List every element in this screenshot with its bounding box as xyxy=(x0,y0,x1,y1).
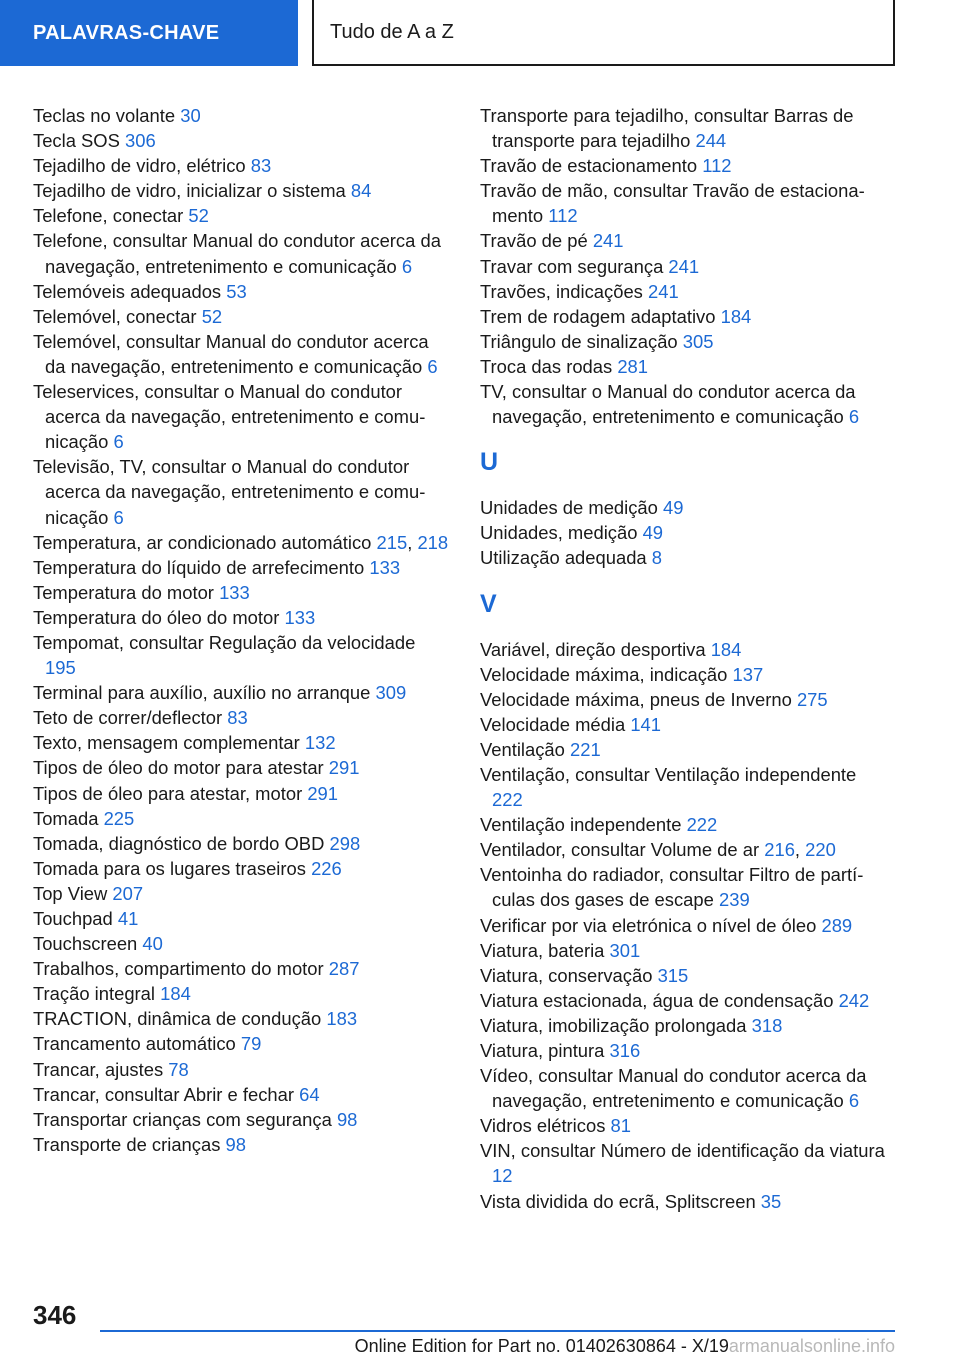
page-link[interactable]: 83 xyxy=(250,155,272,177)
index-entry-label: Tomada xyxy=(33,807,99,829)
section-title: Tudo de A a Z xyxy=(312,0,895,66)
edition-text: Online Edition for Part no. 01402630864 - X/19 xyxy=(354,1336,729,1356)
index-entry-label: Viatura estacionada, água de condensação xyxy=(480,989,834,1011)
page-link[interactable]: 241 xyxy=(668,255,700,277)
index-entry xyxy=(480,762,890,812)
page-link[interactable]: 305 xyxy=(682,330,714,352)
index-entry xyxy=(480,254,890,279)
page-link[interactable]: 8 xyxy=(651,547,663,569)
index-entry-label: Ventilação independente xyxy=(480,814,682,836)
index-entry-label: Transporte de crianças xyxy=(33,1133,221,1155)
index-entry xyxy=(33,454,451,529)
index-entry xyxy=(480,329,890,354)
index-entry xyxy=(33,304,451,329)
index-entry-label: Utilização adequada xyxy=(480,547,647,569)
page-link[interactable]: 83 xyxy=(227,707,248,729)
index-entry xyxy=(480,637,890,662)
index-entry xyxy=(33,680,451,705)
index-entry-label: Transporte para tejadilho, consultar Barras de transporte para tejadilho xyxy=(480,105,854,152)
page-link[interactable]: 298 xyxy=(329,832,361,854)
page-link[interactable]: 287 xyxy=(328,958,360,980)
index-entry xyxy=(33,881,451,906)
index-entry xyxy=(33,1082,451,1107)
page-link[interactable]: 315 xyxy=(657,964,689,986)
index-entry xyxy=(33,856,451,881)
page-link[interactable]: 218 xyxy=(417,531,449,553)
page-link[interactable]: 226 xyxy=(311,857,342,879)
index-entry xyxy=(480,379,890,429)
index-entry-label: Touchscreen xyxy=(33,933,138,955)
index-group-u xyxy=(480,495,890,570)
page-link[interactable]: 183 xyxy=(326,1008,358,1030)
index-entry xyxy=(33,956,451,981)
index-entry xyxy=(33,279,451,304)
index-entry xyxy=(33,203,451,228)
page-link[interactable]: 316 xyxy=(609,1040,641,1061)
page-link[interactable]: 289 xyxy=(821,914,853,936)
index-entry-label: Travão de pé xyxy=(480,230,588,252)
index-entry: Ventilador, consultar Volume de ar 216, 220 xyxy=(480,839,836,861)
page-link[interactable]: 133 xyxy=(284,606,316,628)
index-entry-label: Trancamento automático xyxy=(33,1033,236,1055)
page-link[interactable]: 184 xyxy=(160,983,191,1005)
index-entry-label: Tipos de óleo do motor para atestar xyxy=(33,757,324,779)
page-link[interactable]: 137 xyxy=(732,663,764,685)
index-entry-label: Terminal para auxílio, auxílio no arranque xyxy=(33,682,371,704)
page-link[interactable]: 98 xyxy=(225,1133,246,1155)
index-entry-label: Viatura, pintura xyxy=(480,1040,605,1061)
index-entry xyxy=(480,1063,890,1113)
page-link[interactable]: 281 xyxy=(617,355,649,377)
index-entry-label: Transportar crianças com segurança xyxy=(33,1108,332,1130)
page-link[interactable]: 207 xyxy=(112,882,144,904)
index-entry-label: Temperatura do motor xyxy=(33,581,214,603)
page-link[interactable]: 239 xyxy=(718,889,750,911)
index-entry xyxy=(33,1057,451,1082)
index-entry-label: Teleservices, consultar o Manual do condutor acerca da navegação, entretenimento e comunicação xyxy=(33,381,426,453)
index-entry-label: Unidades de medição xyxy=(480,497,658,519)
index-entry-label: Ventilação, consultar Ventilação independente xyxy=(480,763,857,785)
page-link[interactable]: 112 xyxy=(702,155,732,177)
index-entry-label: Touchpad xyxy=(33,908,113,929)
index-entry xyxy=(33,781,451,806)
index-entry-label: Travar com segurança xyxy=(480,255,664,277)
index-letter-v: V xyxy=(480,589,497,618)
index-entry-label: Viatura, imobilização prolongada xyxy=(480,1014,747,1036)
index-entry xyxy=(480,178,890,228)
page-link[interactable]: 35 xyxy=(760,1190,782,1212)
page-link[interactable]: 225 xyxy=(103,807,135,829)
page-link[interactable]: 309 xyxy=(375,682,407,704)
index-entry-label: Top View xyxy=(33,882,108,904)
footer-edition xyxy=(270,1336,895,1357)
index-entry-label: Trabalhos, compartimento do motor xyxy=(33,958,324,980)
index-entry xyxy=(480,228,890,253)
index-entry-label: Velocidade máxima, indicação xyxy=(480,663,728,685)
index-entry xyxy=(480,354,890,379)
page-link[interactable]: 84 xyxy=(350,180,372,202)
index-entry-label: Vidros elétricos xyxy=(480,1115,606,1137)
index-entry xyxy=(33,981,451,1006)
index-entry xyxy=(480,495,890,520)
index-entry xyxy=(480,153,890,178)
index-entry xyxy=(33,755,451,780)
index-entry-label: Trem de rodagem adaptativo xyxy=(480,305,716,327)
index-entry xyxy=(33,806,451,831)
page-link[interactable]: 53 xyxy=(226,280,247,302)
index-entry-label: Telefone, conectar xyxy=(33,205,184,227)
page-link[interactable]: 301 xyxy=(609,939,641,961)
index-entry-label: Viatura, bateria xyxy=(480,939,605,961)
index-entry xyxy=(33,128,451,153)
page-link[interactable]: 12 xyxy=(492,1165,513,1187)
index-entry xyxy=(33,630,451,680)
page-link[interactable]: 222 xyxy=(686,814,718,836)
page-link[interactable]: 221 xyxy=(570,738,601,760)
page-link[interactable]: 112 xyxy=(548,205,578,227)
page-link[interactable]: 98 xyxy=(336,1108,358,1130)
index-entry xyxy=(33,705,451,730)
index-entry xyxy=(480,812,890,837)
index-entry xyxy=(480,963,890,988)
index-entry-label: Viatura, conservação xyxy=(480,964,653,986)
index-entry xyxy=(33,831,451,856)
index-entry-label: Temperatura, ar condicionado automático xyxy=(33,531,372,553)
index-entry-label: Temperatura do líquido de arrefecimento xyxy=(33,556,365,578)
index-entry xyxy=(33,178,451,203)
index-entry xyxy=(33,730,451,755)
page-link[interactable]: 6 xyxy=(401,255,413,277)
page-link[interactable]: 40 xyxy=(142,933,163,955)
index-entry xyxy=(33,1132,451,1157)
index-entry xyxy=(480,862,890,912)
index-entry-label: Tipos de óleo para atestar, motor xyxy=(33,782,303,804)
index-entry xyxy=(33,228,451,278)
index-group-t xyxy=(480,103,890,429)
index-entry-label: Troca das rodas xyxy=(480,355,613,377)
index-entry-label: Unidades, medição xyxy=(480,522,638,544)
page-link[interactable]: 52 xyxy=(201,305,223,327)
index-entry-label: Verificar por via eletrónica o nível de óleo xyxy=(480,914,817,936)
index-entry-label: Telemóvel, conectar xyxy=(33,305,197,327)
index-entry xyxy=(33,1107,451,1132)
page-link[interactable]: 222 xyxy=(492,789,523,811)
page-link[interactable]: 306 xyxy=(125,130,156,152)
page-header xyxy=(0,0,960,66)
index-entry-label: Tejadilho de vidro, inicializar o sistema xyxy=(33,180,346,202)
index-entry-label: Ventilação xyxy=(480,738,565,760)
index-entry xyxy=(480,687,890,712)
page-link[interactable]: 215 xyxy=(376,531,408,553)
index-entry-label: Telefone, consultar Manual do condutor acerca da navegação, entretenimento e comunicação xyxy=(33,230,441,277)
index-entry-label: Texto, mensagem complementar xyxy=(33,732,300,754)
page-link[interactable]: 244 xyxy=(695,130,727,152)
page-link[interactable]: 49 xyxy=(663,497,684,519)
page-link[interactable]: 6 xyxy=(427,355,438,377)
index-entry xyxy=(480,1013,890,1038)
index-entry-label: Tração integral xyxy=(33,983,155,1005)
index-entry xyxy=(33,1006,451,1031)
page-link[interactable]: 291 xyxy=(328,757,360,779)
page-link[interactable]: 133 xyxy=(219,581,250,603)
page-link[interactable]: 242 xyxy=(838,989,870,1011)
page-link[interactable]: 184 xyxy=(720,305,752,327)
index-entry-label: Velocidade máxima, pneus de Inverno xyxy=(480,688,792,710)
index-entry xyxy=(480,1138,890,1188)
page-link[interactable]: 78 xyxy=(168,1058,189,1080)
index-entry xyxy=(480,545,890,570)
index-entry xyxy=(480,103,890,153)
index-entry xyxy=(480,913,890,938)
index-entry-label: TRACTION, dinâmica de condução xyxy=(33,1008,322,1030)
page-link[interactable]: 184 xyxy=(710,638,742,660)
page-link[interactable]: 318 xyxy=(751,1014,783,1036)
page-link[interactable]: 241 xyxy=(592,230,624,252)
page-link[interactable]: 6 xyxy=(848,1090,860,1112)
page-link[interactable]: 6 xyxy=(848,406,860,428)
index-entry-label: Tomada, diagnóstico de bordo OBD xyxy=(33,832,325,854)
index-entry-label: VIN, consultar Número de identificação da viatura xyxy=(480,1140,885,1162)
index-entry xyxy=(480,304,890,329)
page-link[interactable]: 49 xyxy=(642,522,664,544)
index-entry xyxy=(480,520,890,545)
index-entry xyxy=(33,931,451,956)
index-group-v xyxy=(480,637,890,1214)
index-entry-label: Ventoinha do radiador, consultar Filtro de partículas dos gases de escape xyxy=(480,864,864,911)
index-entry xyxy=(33,103,451,128)
index-entry-label: Tomada para os lugares traseiros xyxy=(33,857,306,879)
page-link[interactable]: 6 xyxy=(113,431,124,453)
page-link[interactable]: 52 xyxy=(188,205,209,227)
index-entry-label: Variável, direção desportiva xyxy=(480,638,706,660)
index-entry xyxy=(480,1038,890,1063)
index-entry-label: Telemóveis adequados xyxy=(33,280,222,302)
index-letter-u: U xyxy=(480,448,499,477)
page-link[interactable]: 216 xyxy=(764,839,795,861)
index-entry xyxy=(480,712,890,737)
page-link[interactable]: 79 xyxy=(240,1033,262,1055)
index-entry xyxy=(480,988,890,1013)
index-column-right xyxy=(480,103,890,1214)
page-link[interactable]: 195 xyxy=(45,657,76,679)
chapter-tab: PALAVRAS-CHAVE xyxy=(0,0,298,66)
index-column-left xyxy=(33,103,451,1157)
index-entry xyxy=(33,379,451,454)
index-entry xyxy=(33,329,451,379)
index-entry xyxy=(480,737,890,762)
page-link[interactable]: 220 xyxy=(805,839,836,861)
index-entry xyxy=(33,555,451,580)
page-link[interactable]: 133 xyxy=(369,556,401,578)
index-entry-label: Temperatura do óleo do motor xyxy=(33,606,280,628)
index-entry-label: Trancar, consultar Abrir e fechar xyxy=(33,1083,294,1105)
index-entry xyxy=(33,580,451,605)
index-entry xyxy=(480,938,890,963)
index-entry xyxy=(33,1031,451,1056)
index-entry-label: Tempomat, consultar Regulação da velocidade xyxy=(33,631,416,653)
index-entry-label: Vídeo, consultar Manual do condutor acerca da navegação, entretenimento e comunicação xyxy=(480,1065,867,1112)
index-entry-label: Ventilador, consultar Volume de ar xyxy=(480,839,760,861)
index-entry xyxy=(33,605,451,630)
index-entry-label: Telemóvel, consultar Manual do condutor acerca da navegação, entretenimento e comunicação xyxy=(33,330,429,377)
page-link[interactable]: 41 xyxy=(117,908,139,929)
page-number: 346 xyxy=(33,1300,77,1330)
index-entry-label: Trancar, ajustes xyxy=(33,1058,164,1080)
index-entry xyxy=(480,279,890,304)
index-entry-label: TV, consultar o Manual do condutor acerca da navegação, entretenimento e comunicação xyxy=(480,381,856,428)
index-entry xyxy=(480,662,890,687)
page-link[interactable]: 132 xyxy=(304,732,336,754)
index-entry-label: Travões, indicações xyxy=(480,280,643,302)
index-entry-label: Tecla SOS xyxy=(33,130,120,152)
page-link[interactable]: 241 xyxy=(648,280,679,302)
index-entry xyxy=(33,906,451,931)
index-entry: Temperatura, ar condicionado automático 215, 218 xyxy=(33,531,449,553)
index-entry-label: Triângulo de sinalização xyxy=(480,330,678,352)
index-entry-label: Velocidade média xyxy=(480,713,626,735)
page-link[interactable]: 275 xyxy=(796,688,828,710)
index-entry xyxy=(480,1189,890,1214)
page-link[interactable]: 141 xyxy=(630,713,661,735)
page-link[interactable]: 64 xyxy=(299,1083,320,1105)
page-link[interactable]: 81 xyxy=(610,1115,631,1137)
index-entry-label: Televisão, TV, consultar o Manual do condutor acerca da navegação, entretenimento e comunicação xyxy=(33,456,426,528)
page-link[interactable]: 30 xyxy=(180,105,201,126)
index-entry xyxy=(33,153,451,178)
footer-rule xyxy=(100,1330,895,1332)
index-entry-label: Travão de mão, consultar Travão de estacionamento xyxy=(480,180,865,227)
index-entry xyxy=(480,1113,890,1138)
index-entry-label: Tejadilho de vidro, elétrico xyxy=(33,155,246,177)
index-entry-label: Teto de correr/deflector xyxy=(33,707,223,729)
page-link[interactable]: 6 xyxy=(113,506,124,528)
index-entry-label: Teclas no volante xyxy=(33,105,176,126)
watermark-text: armanualsonline.info xyxy=(728,1336,895,1356)
index-entry-label: Vista dividida do ecrã, Splitscreen xyxy=(480,1190,756,1212)
index-entry-label: Travão de estacionamento xyxy=(480,155,698,177)
page-link[interactable]: 291 xyxy=(307,782,339,804)
